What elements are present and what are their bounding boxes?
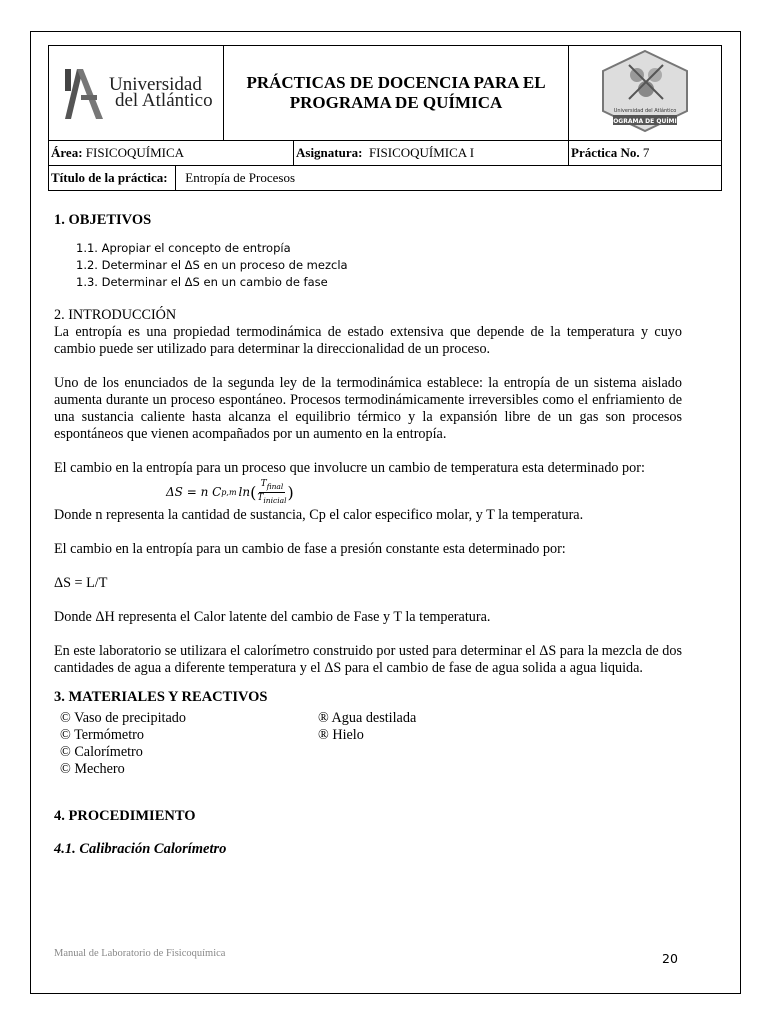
- objectives-title: 1. OBJETIVOS: [54, 212, 152, 228]
- page-number: 20: [662, 951, 678, 966]
- list-item: ® Hielo: [318, 727, 364, 743]
- introduction-title: 2. INTRODUCCIÓN: [54, 307, 177, 323]
- badge-label: PROGRAMA DE QUÍMICA: [604, 117, 686, 125]
- procedure-subtitle: 4.1. Calibración Calorímetro: [54, 841, 227, 857]
- area-value: FISICOQUÍMICA: [85, 145, 185, 160]
- practice-title-cell: [49, 166, 722, 191]
- intro-paragraph-5: El cambio en la entropía para un cambio de fase a presión constante esta determinado por:: [54, 541, 566, 557]
- list-item: 1.2. Determinar el ΔS en un proceso de mezcla: [76, 258, 348, 272]
- subject-value: FISICOQUÍMICA I: [368, 145, 475, 160]
- practice-title-value: Entropía de Procesos: [185, 170, 296, 185]
- intro-paragraph-2: Uno de los enunciados de la segunda ley de la termodinámica establece: la entropía de un sistema aislado aumenta durante un proceso espontáneo. Procesos termodinámicamente irreversibles como el enfriamiento de una sustancia caliente hasta alcanza el equilibrio térmico y la expansión libre de un gas son procesos espontáneos que vienen acompañados por un aumento en la entropía.: [54, 375, 682, 442]
- practice-number: 7: [642, 145, 650, 160]
- footer-manual-name: Manual de Laboratorio de Fisicoquímica: [54, 948, 226, 959]
- materials-list: [54, 710, 682, 778]
- document-body: [54, 212, 682, 858]
- intro-paragraph-7: Donde ΔH representa el Calor latente del cambio de Fase y T la temperatura.: [54, 609, 491, 625]
- subject-label: Asignatura:: [296, 145, 363, 160]
- procedure-title: 4. PROCEDIMIENTO: [54, 808, 196, 824]
- intro-paragraph-8: En este laboratorio se utilizara el calorímetro construido por usted para determinar el ΔS para la mezcla de dos cantidades de agua a diferente temperatura y el ΔS para el cambio de fase de agua solida a agua liquida.: [54, 643, 682, 676]
- practice-cell: [569, 141, 722, 166]
- area-cell: [49, 141, 294, 166]
- university-logo-icon: [63, 65, 105, 121]
- objectives-list: [76, 240, 682, 291]
- list-item: © Calorímetro: [60, 744, 143, 760]
- intro-paragraph-3: El cambio en la entropía para un proceso que involucre un cambio de temperatura esta determinado por:: [54, 460, 645, 476]
- badge-small-text: Universidad del Atlántico: [613, 107, 677, 114]
- list-item: 1.3. Determinar el ΔS en un cambio de fase: [76, 275, 328, 289]
- program-badge-cell: [569, 46, 722, 141]
- list-item: © Vaso de precipitado: [60, 710, 186, 726]
- intro-paragraph-4: Donde n representa la cantidad de sustancia, Cp el calor especifico molar, y T la temperatura.: [54, 507, 584, 523]
- header-table: [48, 45, 722, 191]
- subject-cell: [294, 141, 569, 166]
- logo-cell: [49, 46, 224, 141]
- practice-label: Práctica No.: [571, 145, 640, 160]
- university-name: Universidad del Atlántico: [109, 74, 213, 111]
- materials-title: 3. MATERIALES Y REACTIVOS: [54, 689, 268, 705]
- practice-title-label: Título de la práctica:: [51, 166, 176, 190]
- intro-paragraph-1: La entropía es una propiedad termodinámica de estado extensiva que depende de la temperatura y cuyo cambio puede ser utilizado para determinar la direccionalidad de un proceso.: [54, 324, 682, 357]
- list-item: © Mechero: [60, 761, 125, 777]
- list-item: 1.1. Apropiar el concepto de entropía: [76, 241, 291, 255]
- list-item: © Termómetro: [60, 727, 144, 743]
- document-title: PRÁCTICAS DE DOCENCIA PARA EL PROGRAMA DE QUÍMICA: [224, 46, 569, 141]
- list-item: ® Agua destilada: [318, 710, 417, 726]
- phase-change-formula: ΔS = L/T: [54, 575, 108, 591]
- area-label: Área:: [51, 145, 83, 160]
- entropy-temperature-formula: ΔS = n C p,m ln ( $\frac{T_{final}}{T_{inicial}}$ ): [166, 478, 294, 505]
- chemistry-program-badge-icon: [599, 49, 691, 133]
